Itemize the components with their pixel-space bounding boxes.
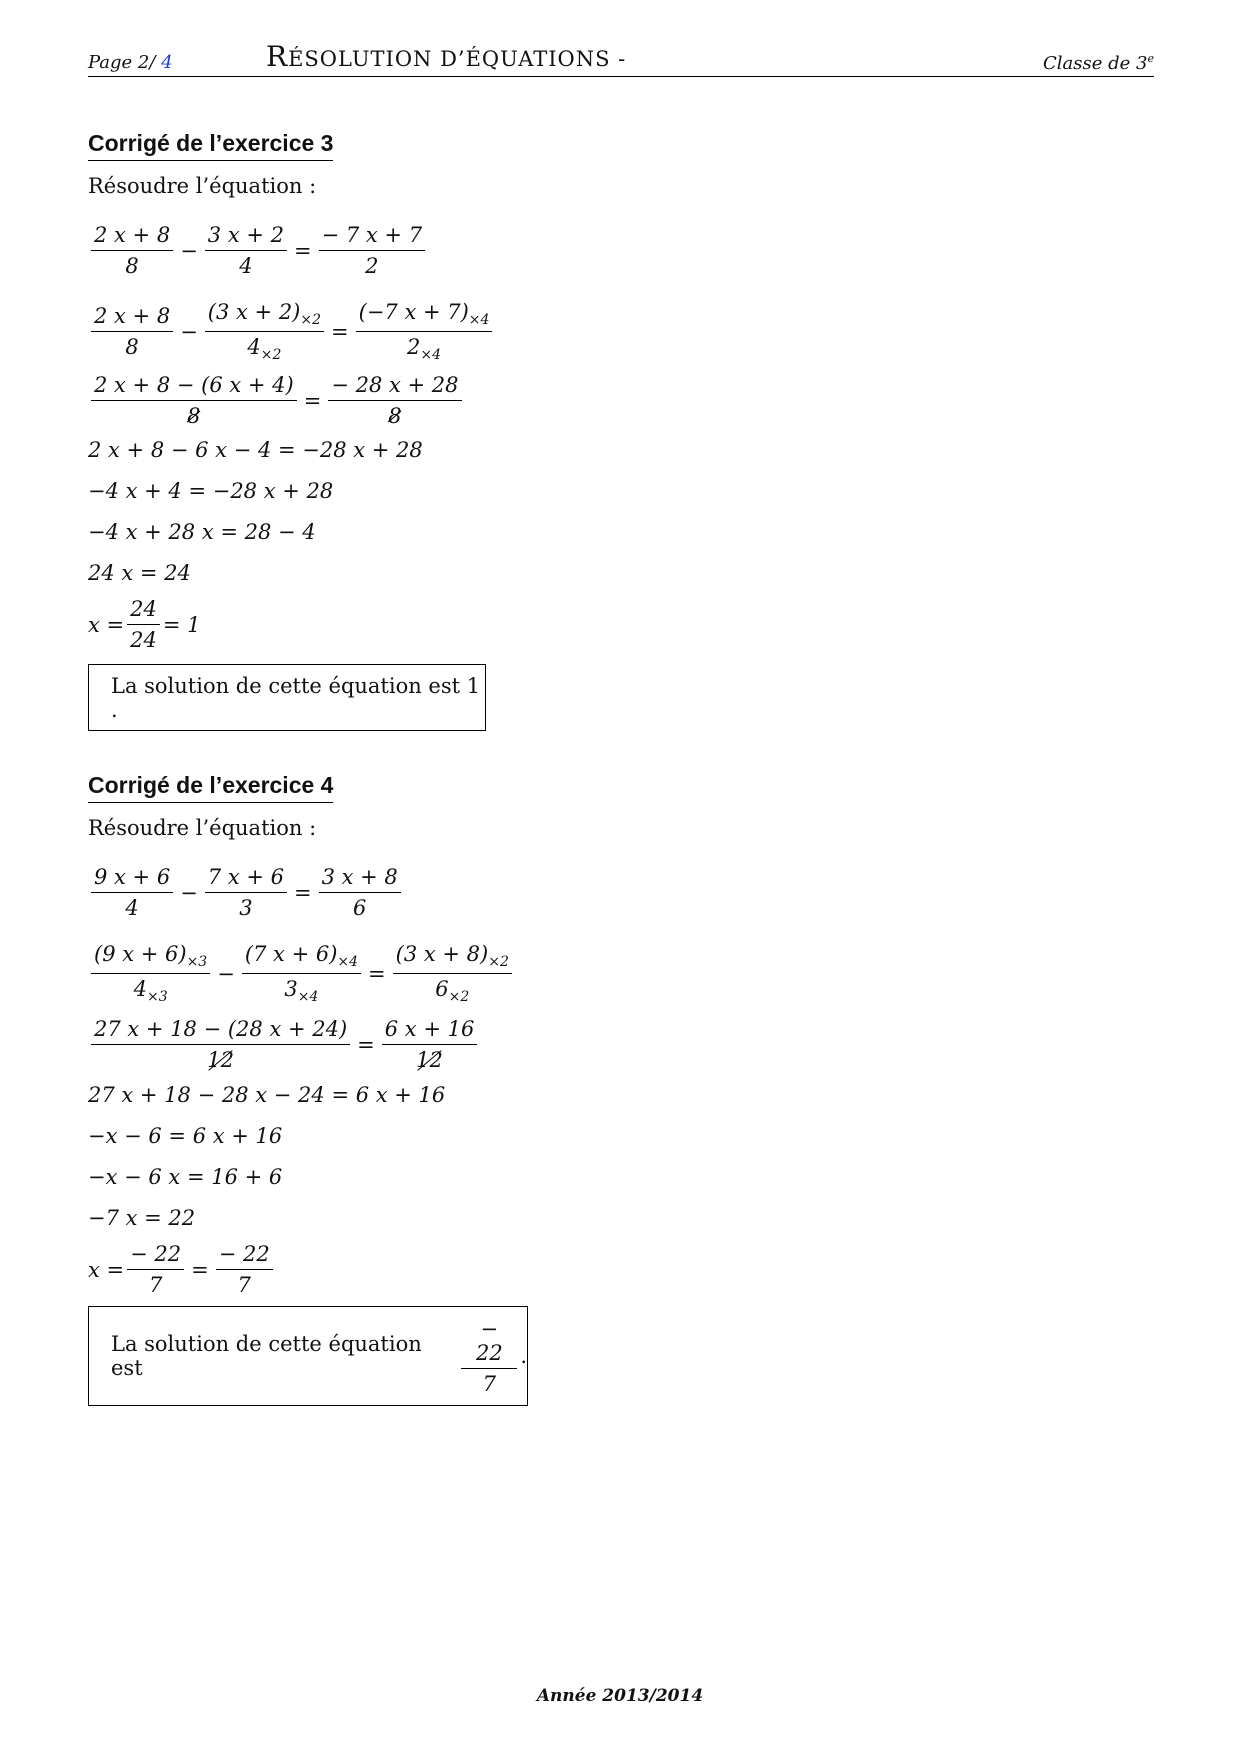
fraction: $\frac{- 7 x + 7}{2}$ [319, 223, 425, 278]
page-header [88, 38, 1154, 77]
ex4-step-5: −x − 6 = 6 x + 16 [88, 1124, 283, 1148]
ex3-step-1: $\frac{2 x + 8}{8}$ − $\frac{3 x + 2}{4}$ = $\frac{- 7 x + 7}{2}$ [88, 223, 428, 278]
fraction: $\frac{(3 x + 8)_{\times 2}}{6_{\times 2}}$ [393, 942, 512, 1005]
ex3-step-6: −4 x + 28 x = 28 − 4 [88, 520, 316, 544]
cancelled-denominator: 8 [187, 404, 201, 428]
exercise-3-intro: Résoudre l’équation : [88, 174, 317, 198]
fraction: $\frac{(-7 x + 7)_{\times 4}}{2_{\times 4}}$ [356, 300, 493, 363]
exercise-4-intro: Résoudre l’équation : [88, 816, 317, 840]
document-title [266, 40, 626, 73]
fraction: $\frac{9 x + 6}{4}$ [91, 865, 173, 920]
ex4-step-2: $\frac{(9 x + 6)_{\times 3}}{4_{\times 3}}$ − $\frac{(7 x + 6)_{\times 4}}{3_{\times 4}}$ = $\frac{(3 x + 8)_{\times 2}}{6_{\times 2}}$ [88, 942, 515, 1005]
cancelled-denominator: 8 [388, 404, 402, 428]
fraction: $\frac{(9 x + 6)_{\times 3}}{4_{\times 3}}$ [91, 942, 210, 1005]
ex4-step-1: $\frac{9 x + 6}{4}$ − $\frac{7 x + 6}{3}$ = $\frac{3 x + 8}{6}$ [88, 865, 404, 920]
fraction: $\frac{- 28 x + 28}{8}$ [328, 373, 461, 428]
ex3-step-4: 2 x + 8 − 6 x − 4 = −28 x + 28 [88, 438, 423, 462]
ex3-solution-text: La solution de cette équation est 1 . [111, 673, 481, 722]
fraction: $\frac{2 x + 8}{8}$ [91, 223, 173, 278]
ex3-step-2: $\frac{2 x + 8}{8}$ − $\frac{(3 x + 2)_{\times 2}}{4_{\times 2}}$ = $\frac{(-7 x + 7)_{\times 4}}{2_{\times 4}}$ [88, 300, 495, 363]
fraction: $\frac{24}{24}$ [127, 597, 160, 652]
ex4-step-6: −x − 6 x = 16 + 6 [88, 1165, 283, 1189]
fraction: $\frac{(7 x + 6)_{\times 4}}{3_{\times 4}}$ [242, 942, 361, 1005]
fraction: $\frac{6 x + 16}{12}$ [382, 1017, 478, 1072]
ex3-step-8: x = $\frac{24}{24}$ = 1 [88, 597, 201, 652]
class-label [1043, 52, 1154, 74]
ex3-step-3: $\frac{2 x + 8 - (6 x + 4)}{8}$ = $\frac{- 28 x + 28}{8}$ [88, 373, 465, 428]
fraction: $\frac{- 22}{7}$ [127, 1242, 184, 1297]
fraction: $\frac{- 22}{7}$ [216, 1242, 273, 1297]
ex3-solution-box [88, 664, 486, 731]
fraction: $\frac{3 x + 2}{4}$ [205, 223, 287, 278]
exercise-4-title: Corrigé de l’exercice 4 [88, 772, 333, 803]
page-number [88, 52, 173, 73]
cancelled-denominator: 12 [207, 1048, 234, 1072]
ex4-step-8: x = $\frac{- 22}{7}$ = $\frac{- 22}{7}$ [88, 1242, 276, 1297]
class-text: Classe de 3 [1043, 53, 1148, 74]
title-cap: R [266, 40, 289, 73]
page-label: Page 2/ [88, 52, 156, 73]
fraction: $\frac{7 x + 6}{3}$ [205, 865, 287, 920]
fraction: $\frac{27 x + 18 - (28 x + 24)}{12}$ [91, 1017, 350, 1072]
ex4-step-4: 27 x + 18 − 28 x − 24 = 6 x + 16 [88, 1083, 446, 1107]
cancelled-denominator: 12 [416, 1048, 443, 1072]
title-rest: ÉSOLUTION D’ÉQUATIONS - [288, 47, 627, 71]
fraction: $\frac{(3 x + 2)_{\times 2}}{4_{\times 2}}$ [205, 300, 324, 363]
exercise-3-title: Corrigé de l’exercice 3 [88, 130, 333, 161]
page-total-link[interactable]: 4 [161, 52, 173, 73]
ex4-step-3: $\frac{27 x + 18 - (28 x + 24)}{12}$ = $\frac{6 x + 16}{12}$ [88, 1017, 480, 1072]
ex4-step-7: −7 x = 22 [88, 1206, 196, 1230]
ex4-solution-box: La solution de cette équation est $\frac{- 22}{7}$ . [88, 1306, 528, 1406]
ex3-step-5: −4 x + 4 = −28 x + 28 [88, 479, 334, 503]
fraction: $\frac{2 x + 8}{8}$ [91, 304, 173, 359]
ex4-solution-fraction: $\frac{- 22}{7}$ [461, 1317, 517, 1396]
ex3-step-7: 24 x = 24 [88, 561, 191, 585]
class-sup: e [1147, 52, 1154, 65]
page-footer: Année 2013/2014 [536, 1686, 704, 1706]
fraction: $\frac{3 x + 8}{6}$ [319, 865, 401, 920]
ex4-solution-text: La solution de cette équation est [111, 1332, 422, 1380]
fraction: $\frac{2 x + 8 - (6 x + 4)}{8}$ [91, 373, 297, 428]
